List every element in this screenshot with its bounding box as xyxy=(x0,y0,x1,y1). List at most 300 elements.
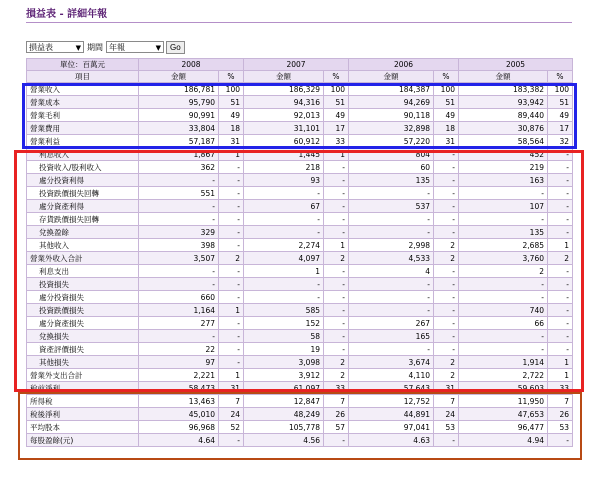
row-label: 稅前淨利 xyxy=(27,382,139,395)
amount-cell: 31,101 xyxy=(244,122,324,135)
pct-cell: - xyxy=(548,265,573,278)
pct-cell: - xyxy=(434,174,459,187)
pct-cell: - xyxy=(548,291,573,304)
amount-cell: 97,041 xyxy=(349,421,434,434)
amount-cell: - xyxy=(139,265,219,278)
amount-cell: 60,912 xyxy=(244,135,324,148)
pct-cell: - xyxy=(434,187,459,200)
report-select[interactable] xyxy=(26,41,84,53)
pct-cell: 100 xyxy=(434,83,459,96)
amount-cell: 1,914 xyxy=(459,356,548,369)
pct-header: % xyxy=(548,71,573,83)
table-row xyxy=(27,252,573,265)
amount-cell: - xyxy=(349,343,434,356)
pct-cell: - xyxy=(434,434,459,447)
amount-cell: 90,991 xyxy=(139,109,219,122)
go-button[interactable]: Go xyxy=(166,41,185,54)
amount-cell: 44,891 xyxy=(349,408,434,421)
table-row xyxy=(27,421,573,434)
amount-cell: 3,098 xyxy=(244,356,324,369)
row-label: 投資跌價損失回轉 xyxy=(27,187,139,200)
amount-cell: 219 xyxy=(459,161,548,174)
row-label: 處分資產損失 xyxy=(27,317,139,330)
row-label: 營業收入 xyxy=(27,83,139,96)
amount-cell: 660 xyxy=(139,291,219,304)
pct-cell: - xyxy=(219,265,244,278)
table-row xyxy=(27,174,573,187)
pct-cell: 33 xyxy=(324,135,349,148)
pct-cell: - xyxy=(219,278,244,291)
report-select-value: 損益表 xyxy=(29,43,53,52)
row-label: 營業外支出合計 xyxy=(27,369,139,382)
year-header-row xyxy=(27,59,573,71)
row-label: 兌換盈餘 xyxy=(27,226,139,239)
pct-cell: - xyxy=(324,213,349,226)
amount-cell: 1,867 xyxy=(139,148,219,161)
amount-cell: 1,164 xyxy=(139,304,219,317)
row-label: 所得稅 xyxy=(27,395,139,408)
unit-label: 單位：百萬元 xyxy=(27,59,139,71)
amount-header: 金額 xyxy=(459,71,548,83)
pct-cell: - xyxy=(324,174,349,187)
report-controls xyxy=(26,40,185,54)
pct-cell: - xyxy=(434,330,459,343)
pct-cell: - xyxy=(324,200,349,213)
pct-cell: - xyxy=(434,200,459,213)
pct-cell: 1 xyxy=(324,148,349,161)
amount-cell: 3,674 xyxy=(349,356,434,369)
pct-cell: - xyxy=(548,317,573,330)
amount-cell: 33,804 xyxy=(139,122,219,135)
pct-cell: 51 xyxy=(219,96,244,109)
amount-cell: 218 xyxy=(244,161,324,174)
table-row xyxy=(27,434,573,447)
pct-cell: 2 xyxy=(324,356,349,369)
table-row xyxy=(27,83,573,96)
amount-cell: - xyxy=(349,304,434,317)
pct-cell: 49 xyxy=(548,109,573,122)
pct-cell: - xyxy=(434,343,459,356)
amount-cell: 165 xyxy=(349,330,434,343)
row-label: 處分投資損失 xyxy=(27,291,139,304)
amount-cell: 12,752 xyxy=(349,395,434,408)
amount-cell: 329 xyxy=(139,226,219,239)
pct-cell: 7 xyxy=(219,395,244,408)
amount-cell: - xyxy=(459,187,548,200)
amount-cell: 48,249 xyxy=(244,408,324,421)
amount-cell: - xyxy=(244,291,324,304)
pct-cell: 18 xyxy=(219,122,244,135)
table-row xyxy=(27,187,573,200)
table-row xyxy=(27,265,573,278)
pct-cell: - xyxy=(434,317,459,330)
pct-cell: 18 xyxy=(434,122,459,135)
row-label: 資產評價損失 xyxy=(27,343,139,356)
amount-cell: 90,118 xyxy=(349,109,434,122)
amount-cell: 11,950 xyxy=(459,395,548,408)
row-label: 營業外收入合計 xyxy=(27,252,139,265)
table-row xyxy=(27,356,573,369)
table-row xyxy=(27,278,573,291)
amount-cell: 4,533 xyxy=(349,252,434,265)
amount-cell: 398 xyxy=(139,239,219,252)
amount-cell: 452 xyxy=(459,148,548,161)
amount-cell: 107 xyxy=(459,200,548,213)
pct-cell: 17 xyxy=(324,122,349,135)
table-row xyxy=(27,408,573,421)
pct-cell: 2 xyxy=(434,239,459,252)
pct-cell: 2 xyxy=(324,252,349,265)
pct-cell: 2 xyxy=(548,252,573,265)
pct-cell: - xyxy=(548,213,573,226)
pct-cell: - xyxy=(548,278,573,291)
chevron-down-icon: ▼ xyxy=(155,44,161,52)
row-label: 利息支出 xyxy=(27,265,139,278)
row-label: 稅後淨利 xyxy=(27,408,139,421)
amount-cell: 804 xyxy=(349,148,434,161)
row-label: 其他損失 xyxy=(27,356,139,369)
table-row xyxy=(27,239,573,252)
pct-cell: 2 xyxy=(434,356,459,369)
pct-cell: - xyxy=(324,161,349,174)
amount-cell: 585 xyxy=(244,304,324,317)
amount-cell: 59,603 xyxy=(459,382,548,395)
pct-cell: 49 xyxy=(324,109,349,122)
pct-cell: - xyxy=(548,343,573,356)
amount-cell: 57,220 xyxy=(349,135,434,148)
period-label: 期間 xyxy=(87,42,103,52)
amount-cell: - xyxy=(244,226,324,239)
amount-cell: 4,097 xyxy=(244,252,324,265)
amount-cell: 1 xyxy=(244,265,324,278)
income-statement-table xyxy=(26,58,573,447)
pct-header: % xyxy=(324,71,349,83)
row-label: 處分投資利得 xyxy=(27,174,139,187)
pct-cell: - xyxy=(548,148,573,161)
pct-cell: - xyxy=(434,148,459,161)
table-row xyxy=(27,109,573,122)
pct-cell: - xyxy=(324,278,349,291)
amount-cell: 32,898 xyxy=(349,122,434,135)
amount-header: 金額 xyxy=(139,71,219,83)
page-title: 損益表 - 詳細年報 xyxy=(26,8,572,23)
column-header-row xyxy=(27,71,573,83)
row-label: 其他收入 xyxy=(27,239,139,252)
amount-cell: - xyxy=(459,343,548,356)
pct-header: % xyxy=(219,71,244,83)
table-row xyxy=(27,148,573,161)
table-row xyxy=(27,161,573,174)
pct-cell: 7 xyxy=(324,395,349,408)
amount-cell: 2,221 xyxy=(139,369,219,382)
amount-cell: 4.64 xyxy=(139,434,219,447)
amount-cell: 1,445 xyxy=(244,148,324,161)
amount-cell: 135 xyxy=(459,226,548,239)
amount-cell: 57,643 xyxy=(349,382,434,395)
pct-cell: - xyxy=(324,330,349,343)
amount-cell: 30,876 xyxy=(459,122,548,135)
amount-cell: 135 xyxy=(349,174,434,187)
amount-cell: - xyxy=(139,174,219,187)
pct-cell: 24 xyxy=(219,408,244,421)
amount-cell: - xyxy=(349,291,434,304)
pct-cell: 53 xyxy=(548,421,573,434)
pct-cell: 100 xyxy=(324,83,349,96)
amount-cell: - xyxy=(459,213,548,226)
row-label: 投資損失 xyxy=(27,278,139,291)
pct-cell: - xyxy=(219,330,244,343)
pct-cell: - xyxy=(219,317,244,330)
amount-cell: 61,097 xyxy=(244,382,324,395)
pct-cell: 26 xyxy=(548,408,573,421)
amount-cell: 92,013 xyxy=(244,109,324,122)
row-label: 營業費用 xyxy=(27,122,139,135)
amount-cell: 277 xyxy=(139,317,219,330)
row-label: 存貨跌價損失回轉 xyxy=(27,213,139,226)
year-header: 2008 xyxy=(139,59,244,71)
pct-cell: 2 xyxy=(434,252,459,265)
pct-cell: 51 xyxy=(548,96,573,109)
table-row xyxy=(27,122,573,135)
amount-cell: 57,187 xyxy=(139,135,219,148)
pct-cell: - xyxy=(219,200,244,213)
pct-cell: - xyxy=(324,304,349,317)
pct-cell: - xyxy=(548,187,573,200)
amount-cell: 13,463 xyxy=(139,395,219,408)
pct-cell: - xyxy=(219,239,244,252)
table-row xyxy=(27,226,573,239)
pct-cell: 1 xyxy=(548,356,573,369)
amount-cell: 267 xyxy=(349,317,434,330)
pct-cell: 31 xyxy=(434,382,459,395)
pct-cell: 33 xyxy=(548,382,573,395)
amount-cell: 186,329 xyxy=(244,83,324,96)
amount-cell: - xyxy=(349,187,434,200)
row-label: 處分資產利得 xyxy=(27,200,139,213)
table-row xyxy=(27,96,573,109)
pct-cell: 2 xyxy=(324,369,349,382)
pct-cell: - xyxy=(434,265,459,278)
pct-cell: 2 xyxy=(434,369,459,382)
pct-cell: 17 xyxy=(548,122,573,135)
pct-cell: - xyxy=(324,343,349,356)
pct-cell: 49 xyxy=(219,109,244,122)
pct-cell: - xyxy=(324,317,349,330)
pct-cell: - xyxy=(434,226,459,239)
row-label: 營業毛利 xyxy=(27,109,139,122)
pct-cell: 26 xyxy=(324,408,349,421)
year-header: 2007 xyxy=(244,59,349,71)
amount-cell: 2 xyxy=(459,265,548,278)
amount-cell: 96,477 xyxy=(459,421,548,434)
pct-header: % xyxy=(434,71,459,83)
pct-cell: - xyxy=(548,200,573,213)
amount-cell: 93 xyxy=(244,174,324,187)
pct-cell: - xyxy=(548,226,573,239)
amount-cell: - xyxy=(139,213,219,226)
amount-cell: 45,010 xyxy=(139,408,219,421)
amount-cell: 22 xyxy=(139,343,219,356)
amount-cell: 58,473 xyxy=(139,382,219,395)
amount-cell: 96,968 xyxy=(139,421,219,434)
amount-cell: 19 xyxy=(244,343,324,356)
pct-cell: - xyxy=(219,434,244,447)
amount-cell: 12,847 xyxy=(244,395,324,408)
amount-cell: 3,760 xyxy=(459,252,548,265)
table-row xyxy=(27,369,573,382)
amount-cell: - xyxy=(244,187,324,200)
pct-cell: 100 xyxy=(548,83,573,96)
pct-cell: - xyxy=(434,278,459,291)
year-header: 2005 xyxy=(459,59,573,71)
amount-header: 金額 xyxy=(244,71,324,83)
pct-cell: 49 xyxy=(434,109,459,122)
amount-cell: 551 xyxy=(139,187,219,200)
row-label: 平均股本 xyxy=(27,421,139,434)
pct-cell: - xyxy=(324,265,349,278)
amount-cell: - xyxy=(349,278,434,291)
table-row xyxy=(27,304,573,317)
amount-cell: 2,722 xyxy=(459,369,548,382)
pct-cell: 32 xyxy=(548,135,573,148)
amount-cell: 3,912 xyxy=(244,369,324,382)
amount-cell: - xyxy=(244,278,324,291)
table-row xyxy=(27,382,573,395)
amount-cell: 4 xyxy=(349,265,434,278)
row-label: 營業利益 xyxy=(27,135,139,148)
amount-cell: - xyxy=(139,330,219,343)
amount-cell: 4.63 xyxy=(349,434,434,447)
table-row xyxy=(27,213,573,226)
pct-cell: - xyxy=(219,291,244,304)
amount-cell: 94,316 xyxy=(244,96,324,109)
row-label: 利息收入 xyxy=(27,148,139,161)
period-select[interactable] xyxy=(106,41,164,53)
amount-cell: 2,685 xyxy=(459,239,548,252)
amount-cell: 97 xyxy=(139,356,219,369)
pct-cell: - xyxy=(324,434,349,447)
chevron-down-icon: ▼ xyxy=(75,44,81,52)
pct-cell: 1 xyxy=(219,369,244,382)
pct-cell: - xyxy=(219,187,244,200)
amount-cell: 60 xyxy=(349,161,434,174)
amount-header: 金額 xyxy=(349,71,434,83)
pct-cell: - xyxy=(219,343,244,356)
amount-cell: 2,998 xyxy=(349,239,434,252)
table-row xyxy=(27,135,573,148)
table-row xyxy=(27,291,573,304)
row-label: 投資跌價損失 xyxy=(27,304,139,317)
pct-cell: 7 xyxy=(548,395,573,408)
pct-cell: - xyxy=(548,161,573,174)
pct-cell: - xyxy=(434,161,459,174)
pct-cell: - xyxy=(324,291,349,304)
pct-cell: 24 xyxy=(434,408,459,421)
pct-cell: 33 xyxy=(324,382,349,395)
pct-cell: 1 xyxy=(219,304,244,317)
amount-cell: 163 xyxy=(459,174,548,187)
amount-cell: - xyxy=(139,200,219,213)
pct-cell: - xyxy=(219,174,244,187)
pct-cell: 31 xyxy=(434,135,459,148)
amount-cell: - xyxy=(139,278,219,291)
amount-cell: 67 xyxy=(244,200,324,213)
pct-cell: - xyxy=(219,161,244,174)
amount-cell: 58,564 xyxy=(459,135,548,148)
pct-cell: - xyxy=(434,304,459,317)
amount-cell: 152 xyxy=(244,317,324,330)
amount-cell: - xyxy=(349,213,434,226)
amount-cell: 93,942 xyxy=(459,96,548,109)
pct-cell: - xyxy=(548,304,573,317)
pct-cell: 1 xyxy=(548,239,573,252)
item-header: 項目 xyxy=(27,71,139,83)
pct-cell: 51 xyxy=(324,96,349,109)
amount-cell: 4,110 xyxy=(349,369,434,382)
amount-cell: 89,440 xyxy=(459,109,548,122)
pct-cell: - xyxy=(219,226,244,239)
pct-cell: - xyxy=(548,174,573,187)
table-row xyxy=(27,343,573,356)
amount-cell: 105,778 xyxy=(244,421,324,434)
pct-cell: - xyxy=(434,213,459,226)
pct-cell: 1 xyxy=(324,239,349,252)
pct-cell: 57 xyxy=(324,421,349,434)
year-header: 2006 xyxy=(349,59,459,71)
pct-cell: 100 xyxy=(219,83,244,96)
table-row xyxy=(27,330,573,343)
amount-cell: 58 xyxy=(244,330,324,343)
amount-cell: - xyxy=(244,213,324,226)
pct-cell: 51 xyxy=(434,96,459,109)
row-label: 兌換損失 xyxy=(27,330,139,343)
amount-cell: 4.94 xyxy=(459,434,548,447)
pct-cell: 7 xyxy=(434,395,459,408)
table-row xyxy=(27,395,573,408)
pct-cell: 31 xyxy=(219,382,244,395)
pct-cell: - xyxy=(548,330,573,343)
amount-cell: 95,790 xyxy=(139,96,219,109)
amount-cell: 66 xyxy=(459,317,548,330)
pct-cell: - xyxy=(324,187,349,200)
amount-cell: 47,653 xyxy=(459,408,548,421)
row-label: 每股盈餘(元) xyxy=(27,434,139,447)
amount-cell: 362 xyxy=(139,161,219,174)
amount-cell: 2,274 xyxy=(244,239,324,252)
amount-cell: - xyxy=(459,278,548,291)
pct-cell: - xyxy=(434,291,459,304)
amount-cell: 184,387 xyxy=(349,83,434,96)
pct-cell: 1 xyxy=(219,148,244,161)
amount-cell: - xyxy=(459,330,548,343)
row-label: 投資收入/股利收入 xyxy=(27,161,139,174)
amount-cell: 740 xyxy=(459,304,548,317)
pct-cell: - xyxy=(219,213,244,226)
pct-cell: - xyxy=(548,434,573,447)
amount-cell: - xyxy=(459,291,548,304)
amount-cell: 3,507 xyxy=(139,252,219,265)
table-row xyxy=(27,317,573,330)
amount-cell: 94,269 xyxy=(349,96,434,109)
table-row xyxy=(27,200,573,213)
amount-cell: 537 xyxy=(349,200,434,213)
pct-cell: 1 xyxy=(548,369,573,382)
amount-cell: 183,382 xyxy=(459,83,548,96)
amount-cell: 4.56 xyxy=(244,434,324,447)
amount-cell: 186,781 xyxy=(139,83,219,96)
pct-cell: 31 xyxy=(219,135,244,148)
pct-cell: 53 xyxy=(434,421,459,434)
